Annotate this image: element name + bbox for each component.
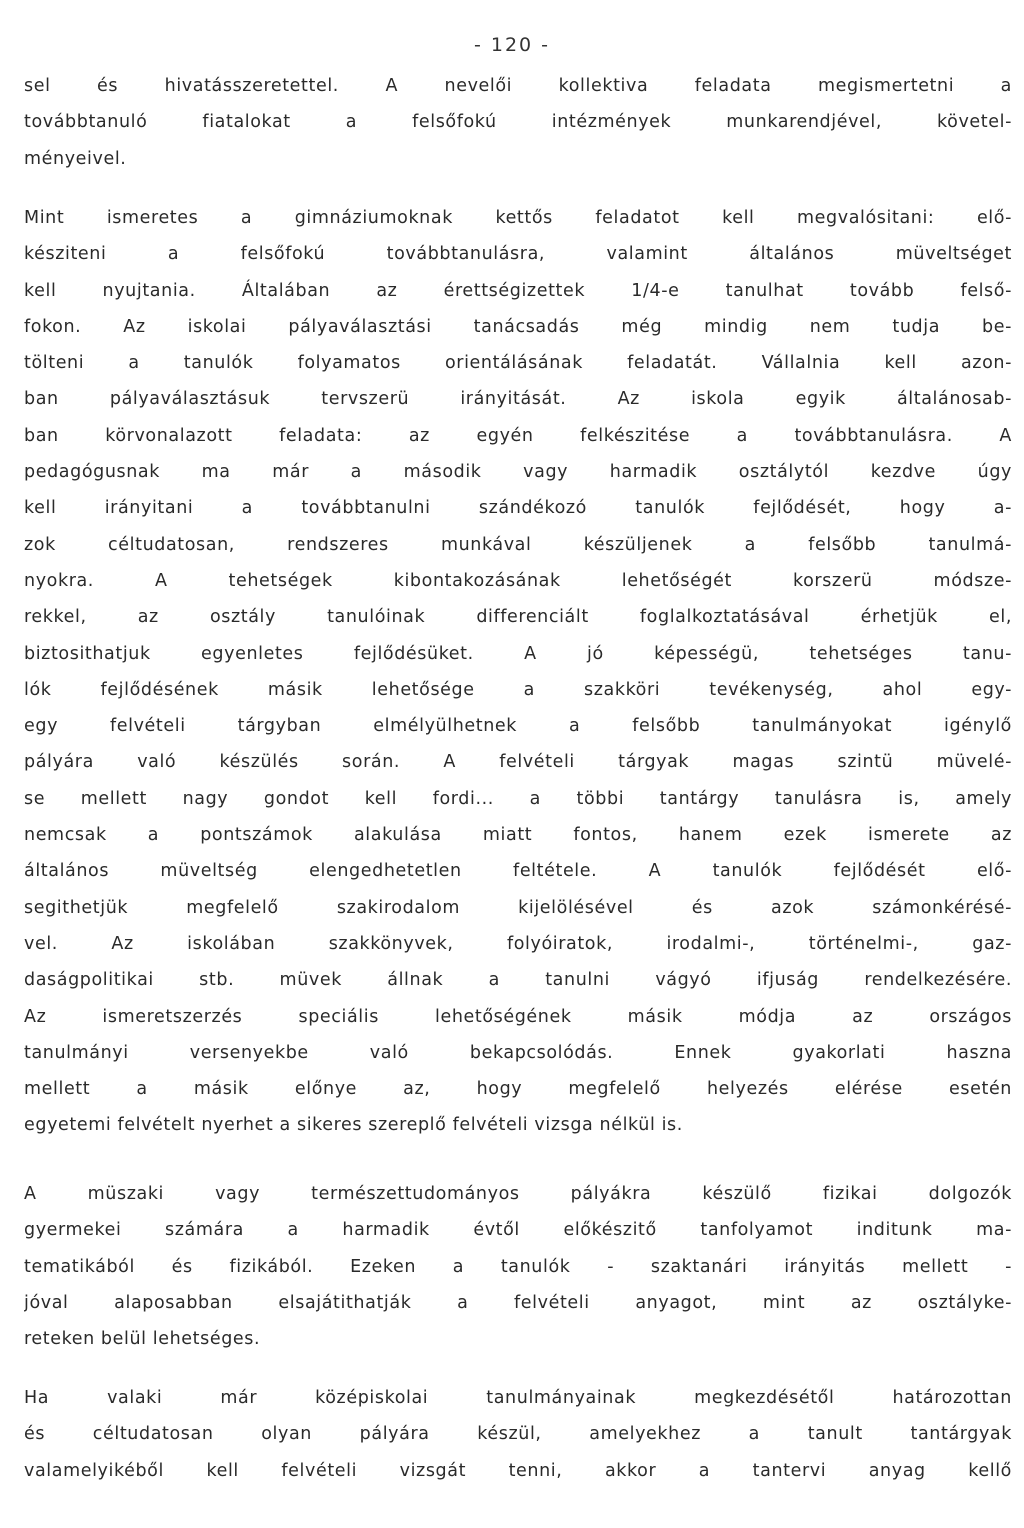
page-number: - 120 -	[473, 34, 551, 56]
text-line: jóval alaposabban elsajátithatják a felvételi anyagot, mint az osztályke-	[24, 1292, 1012, 1313]
text-line: kell nyujtania. Általában az érettségizettek 1/4-e tanulhat tovább felső-	[24, 280, 1012, 301]
text-line: továbbtanuló fiatalokat a felsőfokú intézmények munkarendjével, követel-	[24, 112, 1012, 133]
text-line: és céltudatosan olyan pályára készül, amelyekhez a tanult tantárgyak	[24, 1424, 1012, 1445]
text-line: valamelyikéből kell felvételi vizsgát tenni, akkor a tantervi anyag kellő	[24, 1460, 1012, 1481]
text-line: pedagógusnak ma már a második vagy harmadik osztálytól kezdve úgy	[24, 462, 1012, 483]
text-line: A müszaki vagy természettudományos pályákra készülő fizikai dolgozók	[24, 1184, 1012, 1204]
text-line: nyokra. A tehetségek kibontakozásának lehetőségét korszerü módsze-	[24, 570, 1012, 591]
text-line: Mint ismeretes a gimnáziumoknak kettős feladatot kell megvalósitani: elő-	[24, 208, 1012, 228]
text-line: tanulmányi versenyekbe való bekapcsolódás. Ennek gyakorlati haszna	[24, 1042, 1012, 1063]
text-line: zok céltudatosan, rendszeres munkával készüljenek a felsőbb tanulmá-	[24, 534, 1012, 555]
text-line: kell irányitani a továbbtanulni szándékozó tanulók fejlődését, hogy a-	[24, 498, 1012, 519]
text-line: se mellett nagy gondot kell fordi... a többi tantárgy tanulásra is, amely	[24, 788, 1012, 809]
text-line: egyetemi felvételt nyerhet a sikeres szereplő felvételi vizsga nélkül is.	[24, 1115, 683, 1136]
text-line: daságpolitikai stb. müvek állnak a tanulni vágyó ifjuság rendelkezésére.	[24, 970, 1012, 991]
text-line: pályára való készülés során. A felvételi tárgyak magas szintü müvelé-	[24, 752, 1012, 773]
text-line: Az ismeretszerzés speciális lehetőségének másik módja az országos	[24, 1006, 1012, 1027]
text-line: ban pályaválasztásuk tervszerü irányitását. Az iskola egyik általánosab-	[24, 389, 1012, 410]
text-line: lók fejlődésének másik lehetősége a szakköri tevékenység, ahol egy-	[24, 679, 1012, 700]
text-line: nemcsak a pontszámok alakulása miatt fontos, hanem ezek ismerete az	[24, 825, 1012, 846]
text-line: általános müveltség elengedhetetlen feltétele. A tanulók fejlődését elő-	[24, 861, 1012, 882]
paragraph-1	[24, 68, 1012, 177]
text-line: egy felvételi tárgyban elmélyülhetnek a felsőbb tanulmányokat igénylő	[24, 716, 1012, 737]
text-line: tölteni a tanulók folyamatos orientálásának feladatát. Vállalnia kell azon-	[24, 353, 1012, 374]
text-line: késziteni a felsőfokú továbbtanulásra, valamint általános müveltséget	[24, 244, 1012, 265]
text-line: ményeivel.	[24, 148, 127, 169]
paragraph-2	[24, 200, 1012, 1144]
text-line: biztosithatjuk egyenletes fejlődésüket. A jó képességü, tehetséges tanu-	[24, 643, 1012, 664]
text-line: Ha valaki már középiskolai tanulmányainak megkezdésétől határozottan	[24, 1388, 1012, 1408]
text-line: tematikából és fizikából. Ezeken a tanulók - szaktanári irányitás mellett -	[24, 1256, 1012, 1277]
text-line: vel. Az iskolában szakkönyvek, folyóiratok, irodalmi-, történelmi-, gaz-	[24, 933, 1012, 954]
text-line: mellett a másik előnye az, hogy megfelelő helyezés elérése esetén	[24, 1079, 1012, 1100]
paragraph-3	[24, 1176, 1012, 1357]
text-line: gyermekei számára a harmadik évtől előkészitő tanfolyamot inditunk ma-	[24, 1220, 1012, 1241]
text-line: reteken belül lehetséges.	[24, 1329, 261, 1350]
text-line: ban körvonalazott feladata: az egyén felkészitése a továbbtanulásra. A	[24, 425, 1012, 446]
text-line: sel és hivatásszeretettel. A nevelői kollektiva feladata megismertetni a	[24, 76, 1012, 96]
text-line: fokon. Az iskolai pályaválasztási tanácsadás még mindig nem tudja be-	[24, 316, 1012, 337]
text-line: rekkel, az osztály tanulóinak differenciált foglalkoztatásával érhetjük el,	[24, 607, 1012, 628]
paragraph-4	[24, 1380, 1012, 1489]
text-line: segithetjük megfelelő szakirodalom kijelölésével és azok számonkérésé-	[24, 897, 1012, 918]
